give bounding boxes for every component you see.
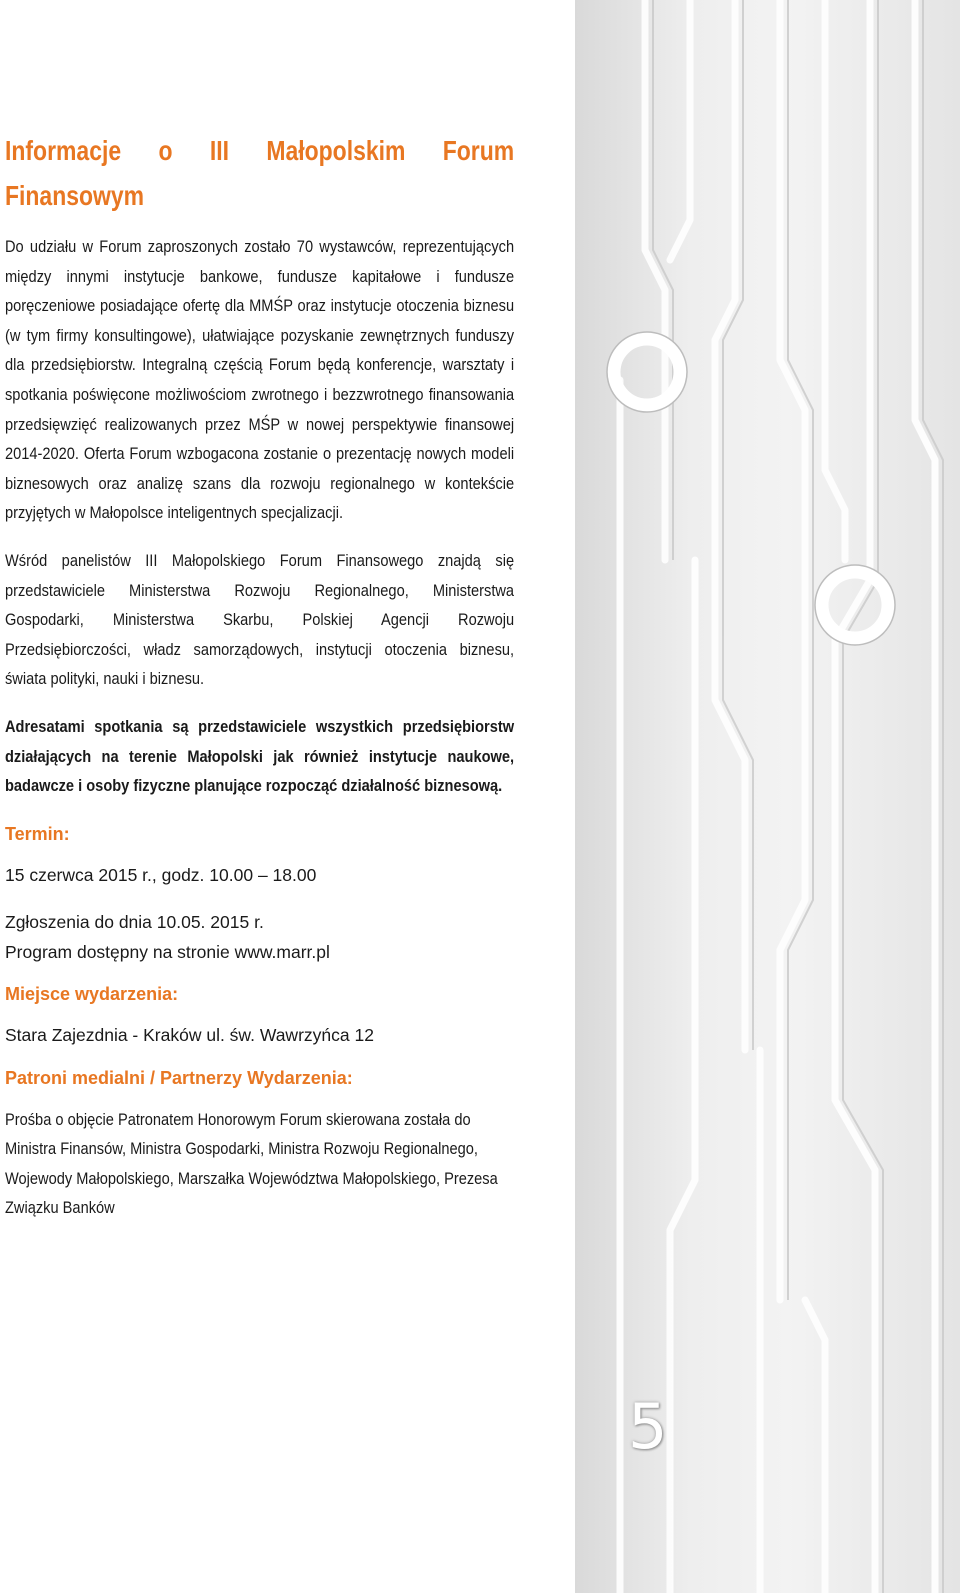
venue-label: Miejsce wydarzenia: [5,984,179,1005]
page-number: 5 [628,1390,668,1463]
event-date: 15 czerwca 2015 r., godz. 10.00 – 18.00 [5,864,317,885]
patrons-text-content: Prośba o objęcie Patronatem Honorowym Forum skierowana została do Ministra Finansów, Ministra Gospodarki, Ministra Rozwoju Regionalnego, Wojewody Małopolskiego, Marszałka Województwa Małopolskiego, Prezesa Związku Banków [5,1109,498,1218]
patrons-text [5,1105,514,1223]
program-info: Program dostępny na stronie www.marr.pl [5,941,330,962]
registration-deadline: Zgłoszenia do dnia 10.05. 2015 r. [5,912,264,933]
paragraph-exhibitors-text: Do udziału w Forum zaproszonych zostało 70 wystawców, reprezentujących między innymi instytucje bankowe, fundusze kapitałowe i fundusze poręczeniowe posiadające ofertę dla MMŚP oraz instytucje otoczenia biznesu (w tym firmy konsultingowe), ułatwiające pozyskanie zewnętrznych funduszy dla przedsiębiorstw. Integralną częścią Forum będą konferencje, warsztaty i spotkania poświęcone możliwościom zwrotnego i bezzwrotnego finansowania przedsięwzięć realizowanych przez MŚP w nowej perspektywie finansowej 2014-2020. Oferta Forum wzbogacona zostanie o prezentację nowych modeli biznesowych oraz analizę szans dla rozwoju regionalnego w kontekście przyjętych w Małopolsce inteligentnych specjalizacji. [5,237,515,523]
paragraph-audience [5,712,514,801]
paragraph-audience-text: Adresatami spotkania są przedstawiciele wszystkich przedsiębiorstw działających na terenie Małopolski jak również instytucje naukowe, badawcze i osoby fizyczne planujące rozpocząć działalność biznesową. [5,716,515,796]
paragraph-panelists [5,546,514,694]
page-title: Informacje o III Małopolskim Forum Finansowym [5,135,515,211]
main-content [5,128,514,1241]
patrons-label: Patroni medialni / Partnerzy Wydarzenia: [5,1067,353,1088]
circuit-lines-graphic [575,0,960,1593]
venue-address: Stara Zajezdnia - Kraków ul. św. Wawrzyńca 12 [5,1025,374,1046]
paragraph-exhibitors [5,232,514,528]
decorative-circuit-panel [575,0,960,1593]
termin-label: Termin: [5,823,70,844]
paragraph-panelists-text: Wśród panelistów III Małopolskiego Forum Finansowego znajdą się przedstawiciele Ministerstwa Rozwoju Regionalnego, Ministerstwa Gospodarki, Ministerstwa Skarbu, Polskiej Agencji Rozwoju Przedsiębiorczości, władz samorządowych, instytucji otoczenia biznesu, świata polityki, nauki i biznesu. [5,550,515,689]
